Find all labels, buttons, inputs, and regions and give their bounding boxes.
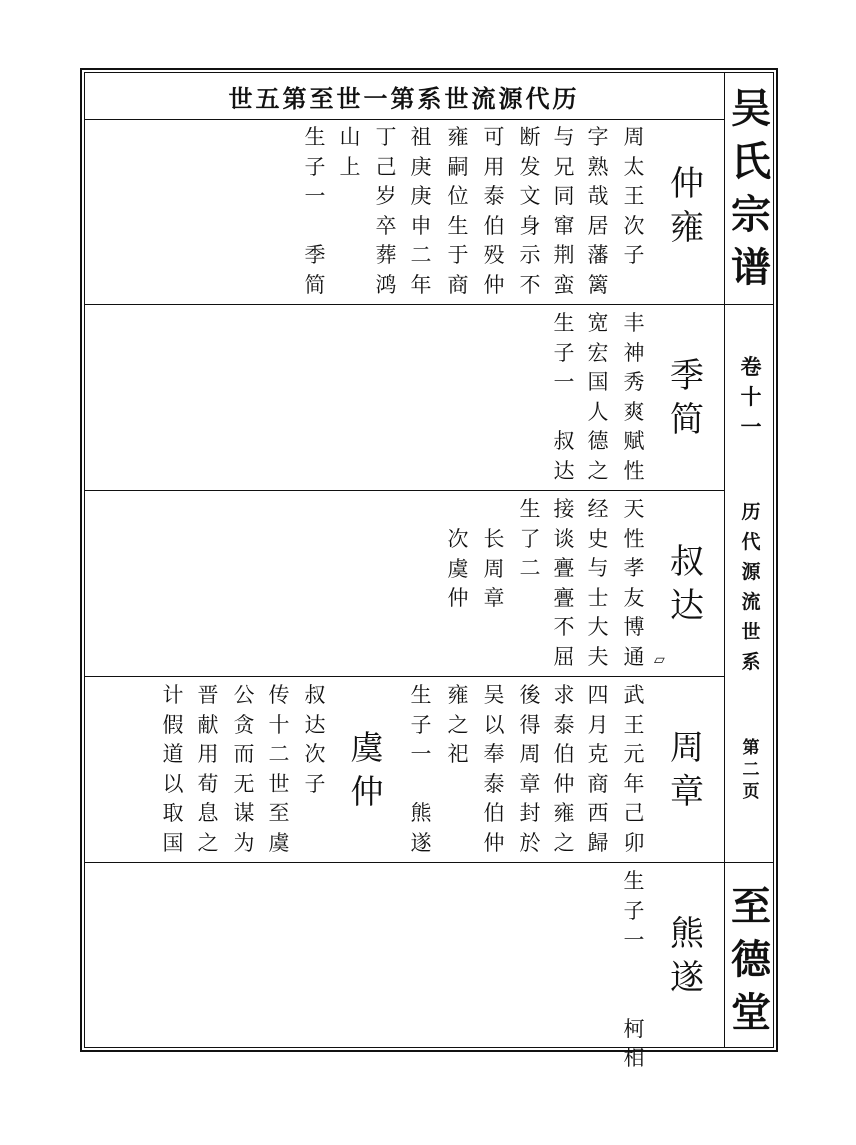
page-number: 第 二 页 — [742, 738, 760, 802]
bio-column: 接 谈 亹 亹 不 屈 — [553, 497, 575, 669]
bio-column: 宽 宏 国 人 德 之 — [587, 311, 609, 483]
person-name: 仲 雍 — [670, 164, 704, 248]
bio-column: 丰 神 秀 爽 赋 性 — [623, 311, 645, 483]
section-label: 历 代 源 流 世 系 — [741, 501, 761, 673]
bio-column: 祖 庚 庚 申 二 年 — [410, 125, 432, 297]
bio-column: 传 十 二 世 至 虞 — [268, 683, 290, 855]
bio-column: 长 周 章 — [483, 527, 505, 610]
person-name-secondary: 虞 仲 — [350, 728, 384, 811]
bio-column: 生 子 一 熊 遂 — [410, 683, 432, 855]
row-divider-3 — [84, 676, 724, 677]
bio-column: 雍 之 祀 — [447, 683, 469, 766]
bio-column: 周 太 王 次 子 — [623, 125, 645, 267]
bio-column: 计 假 道 以 取 国 — [162, 683, 184, 855]
row-divider-1 — [84, 304, 774, 305]
arrow-mark-icon: ▱ — [654, 652, 665, 668]
bio-column: 可 用 泰 伯 殁 仲 — [483, 125, 505, 297]
bio-column: 山 上 — [339, 125, 361, 179]
bio-column: 吴 以 奉 泰 伯 仲 — [483, 683, 505, 855]
bio-column: 生 子 一 叔 达 — [553, 311, 575, 483]
side-divider — [724, 72, 725, 1048]
bio-column: 经 史 与 士 大 夫 — [587, 497, 609, 669]
bio-column: 叔 达 次 子 — [304, 683, 326, 796]
bio-column: 断 发 文 身 示 不 — [519, 125, 541, 297]
bio-column: 後 得 周 章 封 於 — [519, 683, 541, 855]
bio-column: 次 虞 仲 — [447, 527, 469, 610]
genealogy-title: 吴 氏 宗 谱 — [731, 85, 771, 291]
volume-label: 卷 十 一 — [740, 354, 762, 439]
bio-column: 生 子 一 季 简 — [304, 125, 326, 297]
bio-column: 武 王 元 年 己 卯 — [623, 683, 645, 855]
bio-column: 晋 献 用 荀 息 之 — [197, 683, 219, 855]
bio-column: 生 了 二 — [519, 497, 541, 580]
person-name: 叔 达 — [670, 542, 704, 626]
hall-name: 至 德 堂 — [731, 883, 771, 1036]
bio-column: 与 兄 同 窜 荆 蛮 — [553, 125, 575, 297]
person-name: 周 章 — [670, 728, 704, 812]
bio-column: 天 性 孝 友 博 通 — [623, 497, 645, 669]
row-divider-2 — [84, 490, 724, 491]
row-divider-4 — [84, 862, 774, 863]
page-title: 世五第至世一第系世流源代历 — [228, 83, 580, 113]
bio-column: 生 子 一 柯 相 — [623, 869, 645, 1070]
bio-column: 求 泰 伯 仲 雍 之 — [553, 683, 575, 855]
bio-column: 公 贪 而 无 谋 为 — [233, 683, 255, 855]
person-name: 熊 遂 — [670, 914, 704, 998]
bio-column: 雍 嗣 位 生 于 商 — [447, 125, 469, 297]
person-name: 季 简 — [670, 356, 704, 440]
bio-column: 四 月 克 商 西 歸 — [587, 683, 609, 855]
bio-column: 字 熟 哉 居 藩 篱 — [587, 125, 609, 297]
bio-column: 丁 己 岁 卒 葬 鸿 — [375, 125, 397, 297]
